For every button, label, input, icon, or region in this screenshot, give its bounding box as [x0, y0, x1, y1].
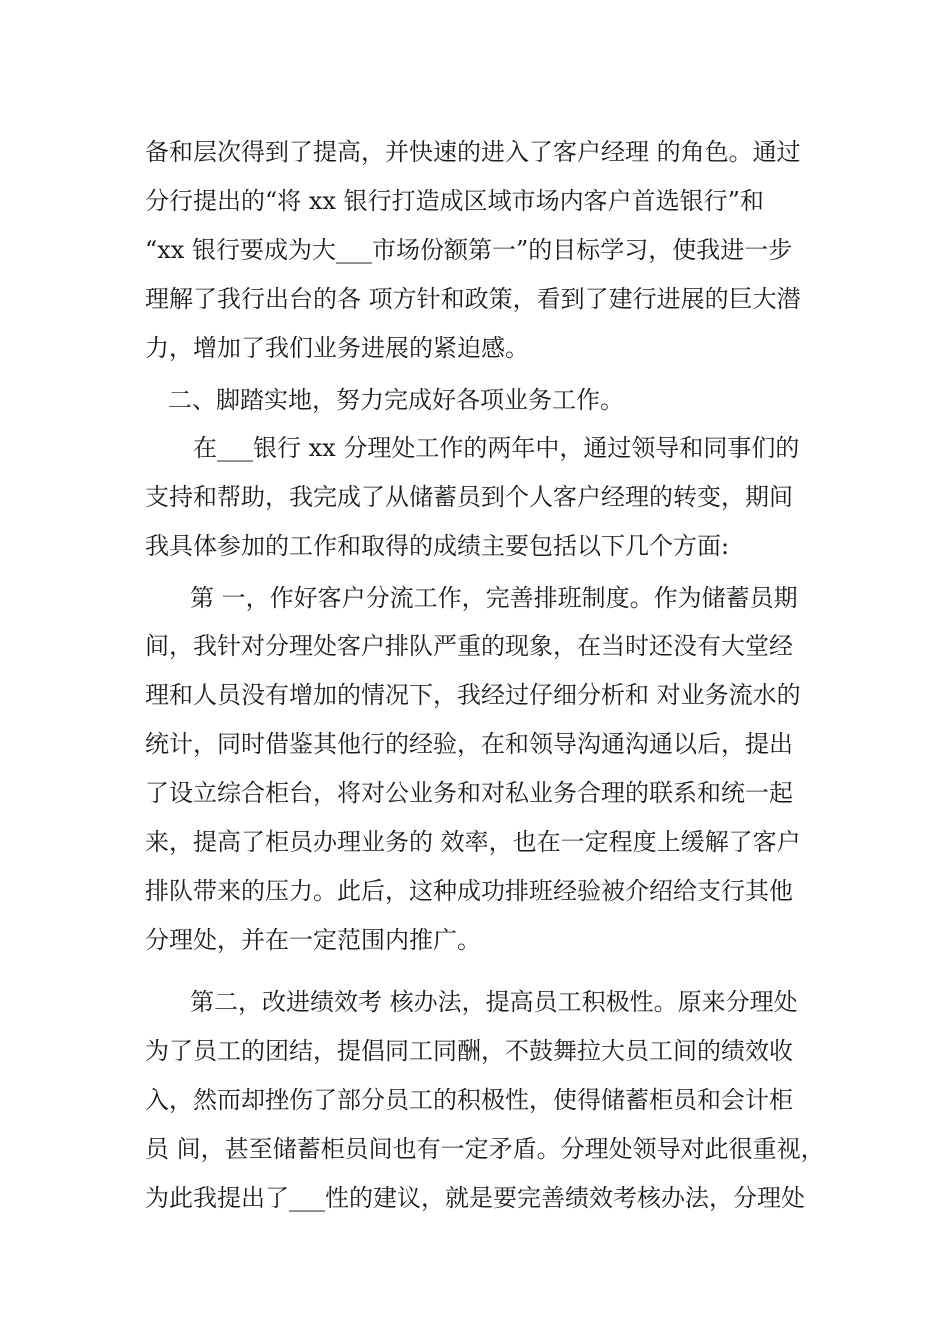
text-line-11: 间，我针对分理处客户排队严重的现象，在当时还没有大堂经 — [145, 632, 793, 660]
text-line-1: 备和层次得到了提高，并快速的进入了客户经理 的角色。通过 — [145, 138, 801, 166]
text-line-15: 来，提高了柜员办理业务的 效率，也在一定程度上缓解了客户 — [145, 828, 801, 856]
text-line-2: 分行提出的“将 xx 银行打造成区域市场内客户首选银行”和 — [145, 187, 764, 215]
text-line-4: 理解了我行出台的各 项方针和政策，看到了建行进展的巨大潜 — [145, 285, 801, 313]
text-line-13: 统计，同时借鉴其他行的经验，在和领导沟通沟通以后，提出 — [145, 730, 793, 758]
text-line-5: 力，增加了我们业务进展的紧迫感。 — [145, 334, 529, 362]
text-line-20: 入，然而却挫伤了部分员工的积极性，使得储蓄柜员和会计柜 — [145, 1086, 793, 1114]
text-line-18: 第二，改进绩效考 核办法，提高员工积极性。原来分理处 — [190, 988, 798, 1016]
text-line-17: 分理处，并在一定范围内推广。 — [145, 926, 481, 954]
section-heading: 二、脚踏实地，努力完成好各项业务工作。 — [168, 386, 624, 414]
text-line-9: 我具体参加的工作和取得的成绩主要包括以下几个方面: — [145, 532, 730, 560]
text-line-19: 为了员工的团结，提倡同工同酬，不鼓舞拉大员工间的绩效收 — [145, 1037, 793, 1065]
text-line-22: 为此我提出了___性的建议，就是要完善绩效考核办法，分理处 — [145, 1184, 805, 1212]
text-line-14: 了设立综合柜台，将对公业务和对私业务合理的联系和统一起 — [145, 779, 793, 807]
text-line-8: 支持和帮助，我完成了从储蓄员到个人客户经理的转变，期间 — [145, 483, 793, 511]
text-line-10: 第 一，作好客户分流工作，完善排班制度。作为储蓄员期 — [190, 584, 798, 612]
text-line-7: 在___银行 xx 分理处工作的两年中，通过领导和同事们的 — [193, 434, 800, 462]
text-line-12: 理和人员没有增加的情况下，我经过仔细分析和 对业务流水的 — [145, 681, 801, 709]
text-line-21: 员 间，甚至储蓄柜员间也有一定矛盾。分理处领导对此很重视， — [145, 1135, 825, 1163]
text-line-16: 排队带来的压力。此后，这种成功排班经验被介绍给支行其他 — [145, 877, 793, 905]
text-line-3: “xx 银行要成为大___市场份额第一”的目标学习，使我进一步 — [145, 236, 793, 264]
